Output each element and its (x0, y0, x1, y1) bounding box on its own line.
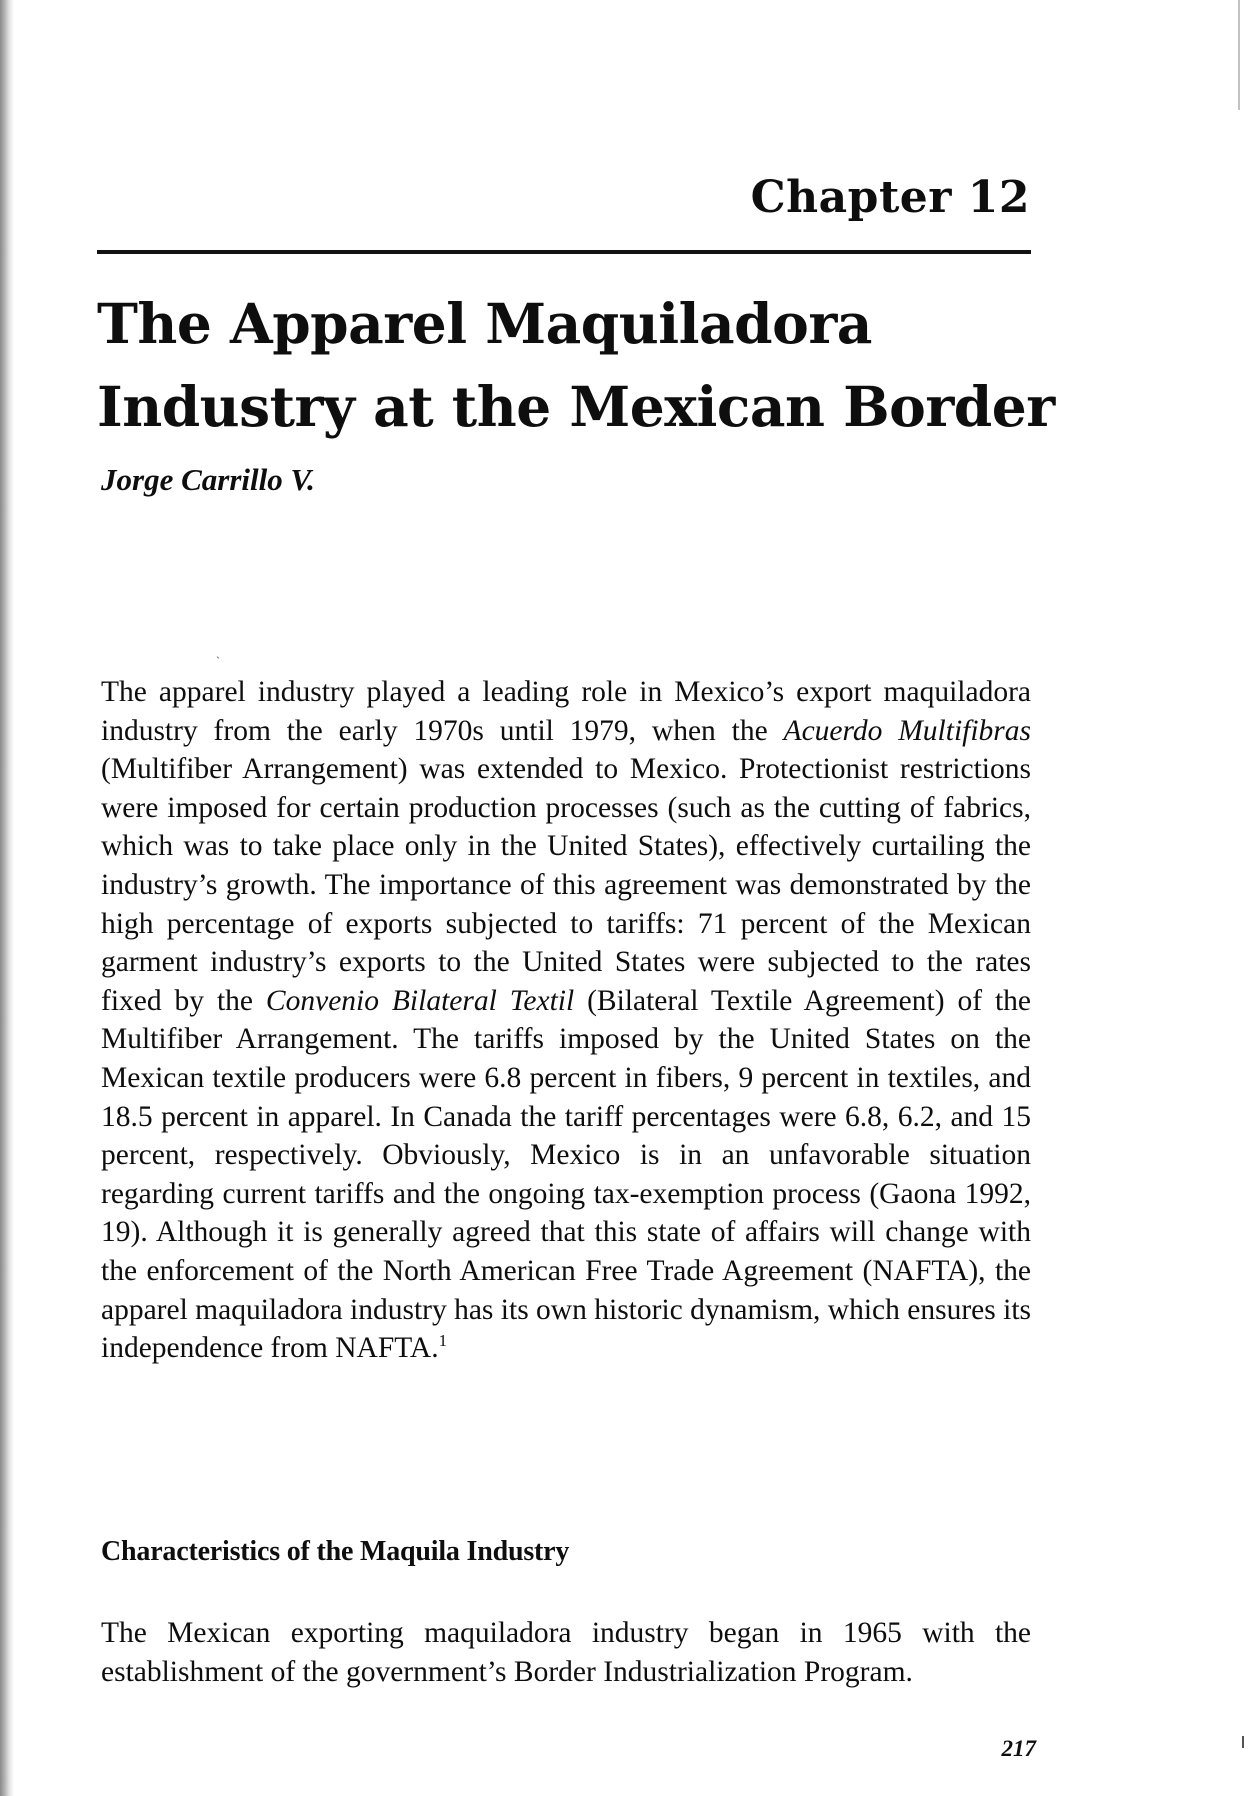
chapter-title (97, 282, 1057, 448)
para-1-italic-term-1: Acuerdo Multifibras (783, 714, 1032, 747)
para-1-text-run-2: (Multifiber Arrangement) was extended to Mexico. Protectionist restrictions were imposed for certain production processes (such as the cutting of fabrics, which was to take place only in the United States), effectively curtailing the industry’s growth. The importance of this agreement was demonstrated by the high percentage of exports subjected to tariffs: 71 percent of the Mexican garment industry’s exports to the United States were subjected to the rates fixed by the (101, 753, 1031, 1017)
section-heading: Characteristics of the Maquila Industry (101, 1536, 570, 1567)
para-1-text-run-3: (Bilateral Textile Agreement) of the Multifiber Arrangement. The tariffs imposed by the United States on the Mexican textile producers were 6.8 percent in fibers, 9 percent in textiles, and 18.5 percent in apparel. In Canada the tariff percentages were 6.8, 6.2, and 15 percent, respectively. Obviously, Mexico is in an unfavorable situation regarding current tariffs and the ongoing tax-exemption process (Gaona 1992, 19). Although it is generally agreed that this state of affairs will change with the enforcement of the North American Free Trade Agreement (NAFTA), the apparel maquiladora industry has its own historic dynamism, which ensures its independence from NAFTA. (101, 984, 1031, 1365)
para-1-italic-term-2: Convenio Bilateral Textil (265, 984, 575, 1017)
page-edge-mark (1238, 0, 1240, 110)
page-edge-tick (1242, 1736, 1244, 1748)
chapter-divider-rule (97, 250, 1031, 254)
chapter-title-line-2: Industry at the Mexican Border (97, 374, 1055, 439)
scan-speck: ˎ (216, 645, 220, 659)
body-paragraph-2: The Mexican exporting maquiladora industry began in 1965 with the establishment of the government’s Border Industrialization Program. (101, 1617, 1031, 1688)
footnote-reference: 1 (438, 1331, 448, 1351)
author-name: Jorge Carrillo V. (101, 462, 315, 497)
para-1-text-run-1: The apparel industry played a leading role in Mexico’s export maquiladora industry from the early 1970s until 1979, when the (101, 676, 1031, 747)
page-binding-shadow (0, 0, 14, 1796)
chapter-title-line-1: The Apparel Maquiladora (97, 291, 872, 356)
chapter-number: Chapter 12 (750, 172, 1030, 223)
page-number: 217 (1001, 1736, 1036, 1761)
body-paragraph-1 (101, 673, 1031, 1368)
